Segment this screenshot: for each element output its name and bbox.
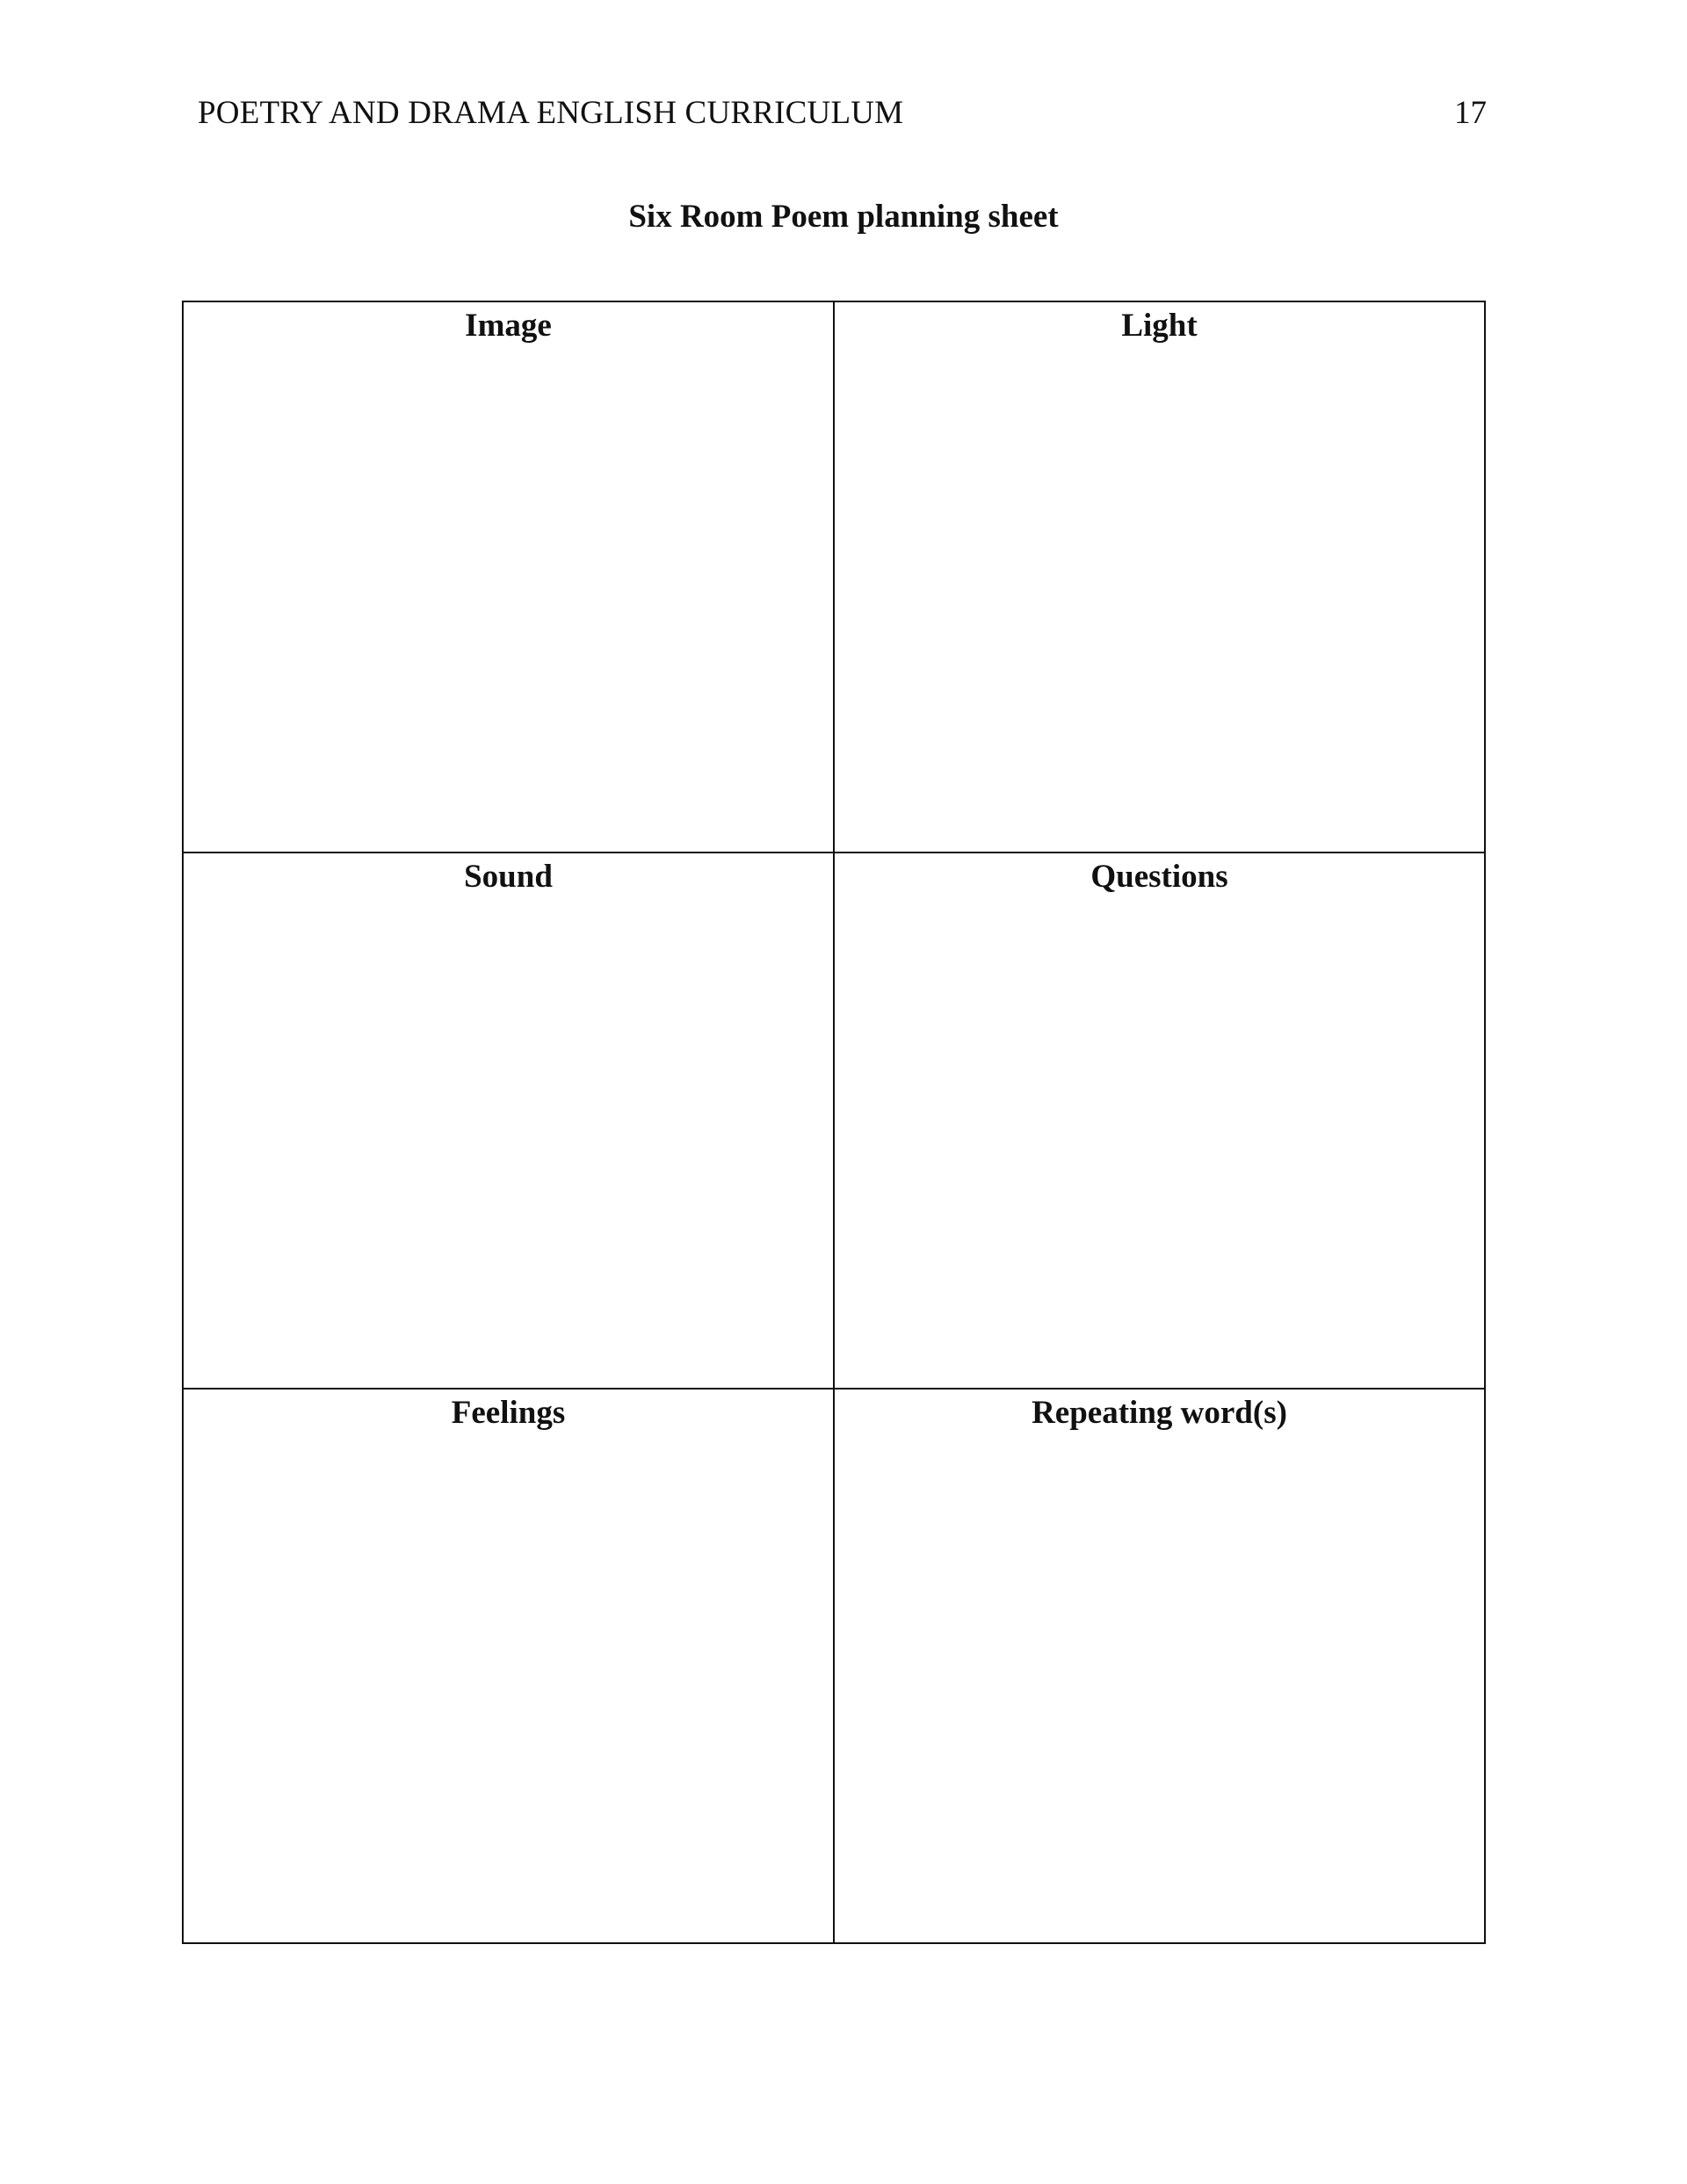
grid-cell-sound[interactable] [183,853,834,1389]
grid-row [183,301,1485,853]
grid-row [183,853,1485,1389]
planning-grid [182,301,1486,1944]
cell-heading: Sound [464,859,553,895]
sheet-title: Six Room Poem planning sheet [628,199,1059,235]
cell-heading: Light [1121,308,1198,344]
grid-cell-feelings[interactable] [183,1389,834,1943]
cell-heading: Feelings [451,1395,566,1431]
grid-cell-image[interactable] [183,301,834,853]
cell-heading: Image [465,308,552,344]
running-head: POETRY AND DRAMA ENGLISH CURRICULUM [198,95,904,131]
grid-cell-repeating-words[interactable] [834,1389,1485,1943]
grid-row [183,1389,1485,1943]
grid-cell-questions[interactable] [834,853,1485,1389]
cell-heading: Questions [1090,859,1228,895]
grid-cell-light[interactable] [834,301,1485,853]
page-number: 17 [1454,95,1487,131]
cell-heading: Repeating word(s) [1032,1395,1287,1431]
